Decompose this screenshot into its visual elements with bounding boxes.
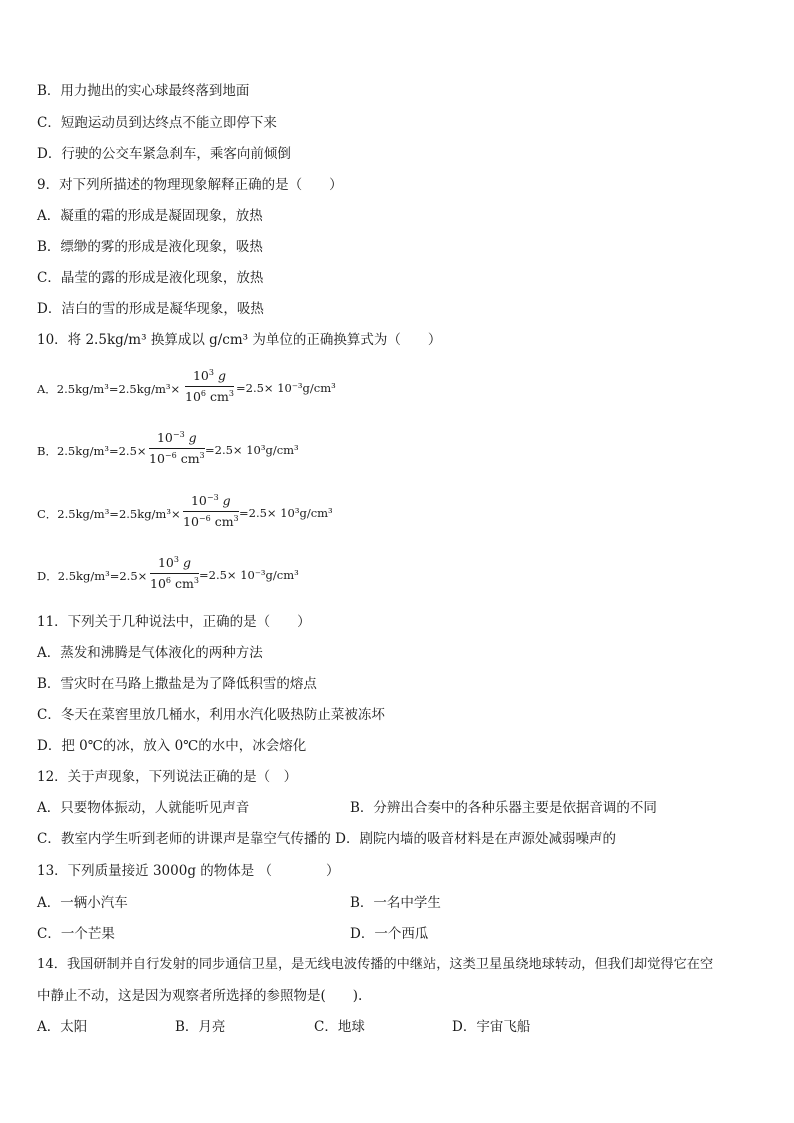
fraction: $\frac{10^3 g}{10^6 cm^3}$ xyxy=(185,367,234,404)
q14-stem: 14．我国研制并自行发射的同步通信卫星，是无线电波传播的中继站，这类卫星虽绕地球转动，但我们却觉得它在空 xyxy=(37,957,714,972)
q13-options-ab xyxy=(37,894,737,912)
q14-stem-cont: 中静止不动，这是因为观察者所选择的参照物是( ). xyxy=(37,988,363,1004)
q14-option-a: A．太阳 xyxy=(37,1019,88,1035)
q10-stem: 10．将 2.5kg/m³ 换算成以 g/cm³ 为单位的正确换算式为（ ） xyxy=(37,332,442,348)
formula-right: =2.5× 10³g/cm³ xyxy=(239,506,333,520)
fraction: $\frac{10^{-3} g}{10^{-6} cm^3}$ xyxy=(149,429,205,466)
q13-option-c: C．一个芒果 xyxy=(37,926,115,942)
q9-option-b: B．缥缈的雾的形成是液化现象，吸热 xyxy=(37,239,263,255)
q11-option-b: B．雪灾时在马路上撒盐是为了降低积雪的熔点 xyxy=(37,676,317,692)
q8-option-d: D．行驶的公交车紧急刹车，乘客向前倾倒 xyxy=(37,146,291,162)
q9-stem: 9．对下列所描述的物理现象解释正确的是（ ） xyxy=(37,177,343,193)
formula-left: D．2.5kg/m³=2.5× xyxy=(37,569,148,583)
q13-stem: 13．下列质量接近 3000g 的物体是 （ ） xyxy=(37,863,340,879)
q12-options-ab xyxy=(37,799,737,817)
formula-left: A．2.5kg/m³=2.5kg/m³× xyxy=(37,382,181,396)
q12-stem: 12．关于声现象，下列说法正确的是（ ） xyxy=(37,769,298,785)
q12-option-b: B．分辨出合奏中的各种乐器主要是依据音调的不同 xyxy=(350,800,657,816)
q8-option-c: C．短跑运动员到达终点不能立即停下来 xyxy=(37,115,277,131)
formula-right: =2.5× 10⁻³g/cm³ xyxy=(236,381,336,395)
q12-options-cd: C．教室内学生听到老师的讲课声是靠空气传播的 D．剧院内墙的吸音材料是在声源处减弱噪声的 xyxy=(37,831,616,847)
q14-option-d: D．宇宙飞船 xyxy=(452,1019,531,1035)
q13-option-b: B．一名中学生 xyxy=(350,895,441,911)
formula-left: B．2.5kg/m³=2.5× xyxy=(37,444,147,458)
q10-option-a xyxy=(37,367,737,413)
q11-option-c: C．冬天在菜窖里放几桶水，利用水汽化吸热防止菜被冻坏 xyxy=(37,707,385,723)
q9-option-a: A．凝重的霜的形成是凝固现象，放热 xyxy=(37,208,263,224)
q14-option-b: B．月亮 xyxy=(175,1019,226,1035)
q13-option-d: D．一个西瓜 xyxy=(350,926,429,942)
q9-option-c: C．晶莹的露的形成是液化现象，放热 xyxy=(37,270,264,286)
q10-option-c xyxy=(37,492,737,538)
q10-option-d xyxy=(37,554,737,600)
q11-option-d: D．把 0℃的冰，放入 0℃的水中，冰会熔化 xyxy=(37,738,307,754)
q13-option-a: A．一辆小汽车 xyxy=(37,895,128,911)
q14-option-c: C．地球 xyxy=(314,1019,365,1035)
fraction: $\frac{10^3 g}{10^6 cm^3}$ xyxy=(150,554,199,591)
q13-options-cd xyxy=(37,925,737,943)
q11-stem: 11．下列关于几种说法中，正确的是（ ） xyxy=(37,614,311,630)
formula-right: =2.5× 10³g/cm³ xyxy=(205,443,299,457)
q11-option-a: A．蒸发和沸腾是气体液化的两种方法 xyxy=(37,645,263,661)
q9-option-d: D．洁白的雪的形成是凝华现象，吸热 xyxy=(37,301,264,317)
q14-options xyxy=(37,1018,737,1036)
formula-left: C．2.5kg/m³=2.5kg/m³× xyxy=(37,507,181,521)
q8-option-b: B．用力抛出的实心球最终落到地面 xyxy=(37,83,250,99)
q12-option-a: A．只要物体振动，人就能听见声音 xyxy=(37,800,250,816)
formula-right: =2.5× 10⁻³g/cm³ xyxy=(199,568,299,582)
q10-option-b xyxy=(37,429,737,475)
fraction: $\frac{10^{-3} g}{10^{-6} cm^3}$ xyxy=(183,492,239,529)
